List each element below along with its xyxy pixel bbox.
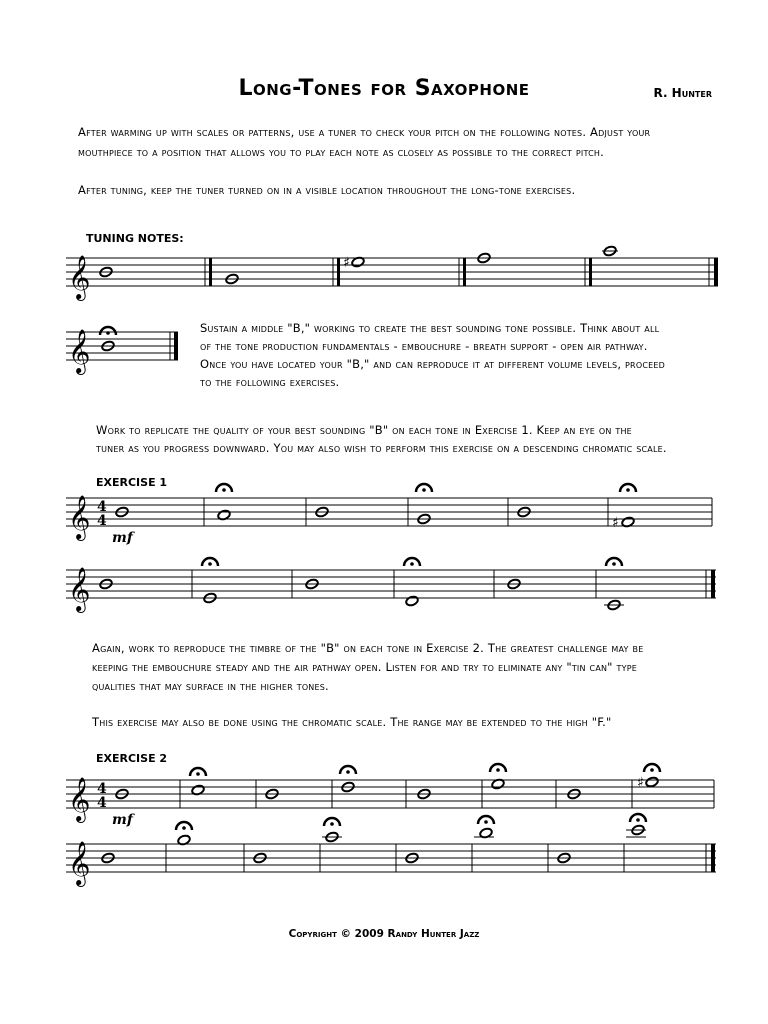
dynamic-marking: mf — [112, 812, 133, 828]
time-signature-bottom: 4 — [97, 795, 107, 811]
fermata-icon — [606, 558, 622, 566]
exercise1-label: EXERCISE 1 — [96, 476, 168, 489]
note — [645, 776, 659, 788]
fermata-icon — [416, 484, 432, 492]
exercise1-intro-line-2: tuner as you progress downward. You may also wish to perform this exercise on a descending chromatic scale. — [96, 441, 667, 455]
time-signature-top: 4 — [97, 499, 107, 515]
exercise1-intro-line-1: Work to replicate the quality of your best sounding "B" on each tone in Exercise 1. Keep an eye on the — [96, 423, 632, 437]
exercise2-intro-line-2: keeping the embouchure steady and the air pathway open. Listen for and try to eliminate any "tin can" type — [92, 660, 637, 674]
fermata-icon — [216, 484, 232, 492]
intro-line-2: mouthpiece to a position that allows you to play each note as closely as possible to the correct pitch. — [78, 145, 604, 159]
tuning-notes-label: TUNING NOTES: — [86, 232, 184, 245]
time-signature-top: 4 — [97, 781, 107, 797]
sustain-line-4: to the following exercises. — [200, 375, 340, 389]
exercise2-label: EXERCISE 2 — [96, 752, 168, 765]
dynamic-marking: mf — [112, 530, 133, 546]
copyright-notice: Copyright © 2009 Randy Hunter Jazz — [288, 928, 480, 940]
treble-clef-icon: 𝄞 — [68, 841, 91, 885]
tuning-notes-staff — [0, 240, 768, 300]
fermata-icon — [644, 764, 660, 772]
fermata-icon — [340, 766, 356, 774]
sustain-line-2: of the tone production fundamentals - embouchure - breath support - open air pathway. — [200, 339, 648, 353]
sharp-icon: ♯ — [637, 775, 644, 791]
author-name: R. Hunter — [653, 86, 712, 100]
treble-clef-icon: 𝄞 — [68, 777, 91, 821]
treble-clef-icon: 𝄞 — [68, 329, 91, 373]
sharp-icon: ♯ — [612, 515, 619, 531]
exercise2-intro-line-3: qualities that may surface in the higher tones. — [92, 679, 329, 693]
exercise2-staff-2 — [0, 826, 768, 886]
sustain-line-1: Sustain a middle "B," working to create the best sounding tone possible. Think about all — [200, 321, 660, 335]
fermata-icon — [190, 768, 206, 776]
note — [405, 595, 419, 607]
sharp-icon: ♯ — [343, 255, 350, 271]
exercise2-intro-line-1: Again, work to reproduce the timbre of the "B" on each tone in Exercise 2. The greatest challenge may be — [92, 641, 644, 655]
treble-clef-icon: 𝄞 — [68, 567, 91, 611]
exercise1-staff-2 — [0, 556, 768, 616]
intro-line-1: After warming up with scales or patterns, use a tuner to check your pitch on the following notes. Adjust your — [78, 125, 651, 139]
sustain-line-3: Once you have located your "B," and can reproduce it at different volume levels, proceed — [200, 357, 665, 371]
tuning-instruction: After tuning, keep the tuner turned on in a visible location throughout the long-tone exercises. — [78, 183, 576, 197]
fermata-icon — [202, 558, 218, 566]
fermata-icon — [176, 822, 192, 830]
fermata-icon — [404, 558, 420, 566]
fermata-icon — [100, 327, 116, 335]
page-title: Long-Tones for Saxophone — [238, 76, 530, 101]
treble-clef-icon: 𝄞 — [68, 495, 91, 539]
fermata-icon — [490, 764, 506, 772]
treble-clef-icon: 𝄞 — [68, 255, 91, 299]
time-signature-bottom: 4 — [97, 513, 107, 529]
fermata-icon — [620, 484, 636, 492]
exercise2-extra-note: This exercise may also be done using the chromatic scale. The range may be extended to the high "F." — [92, 715, 612, 729]
